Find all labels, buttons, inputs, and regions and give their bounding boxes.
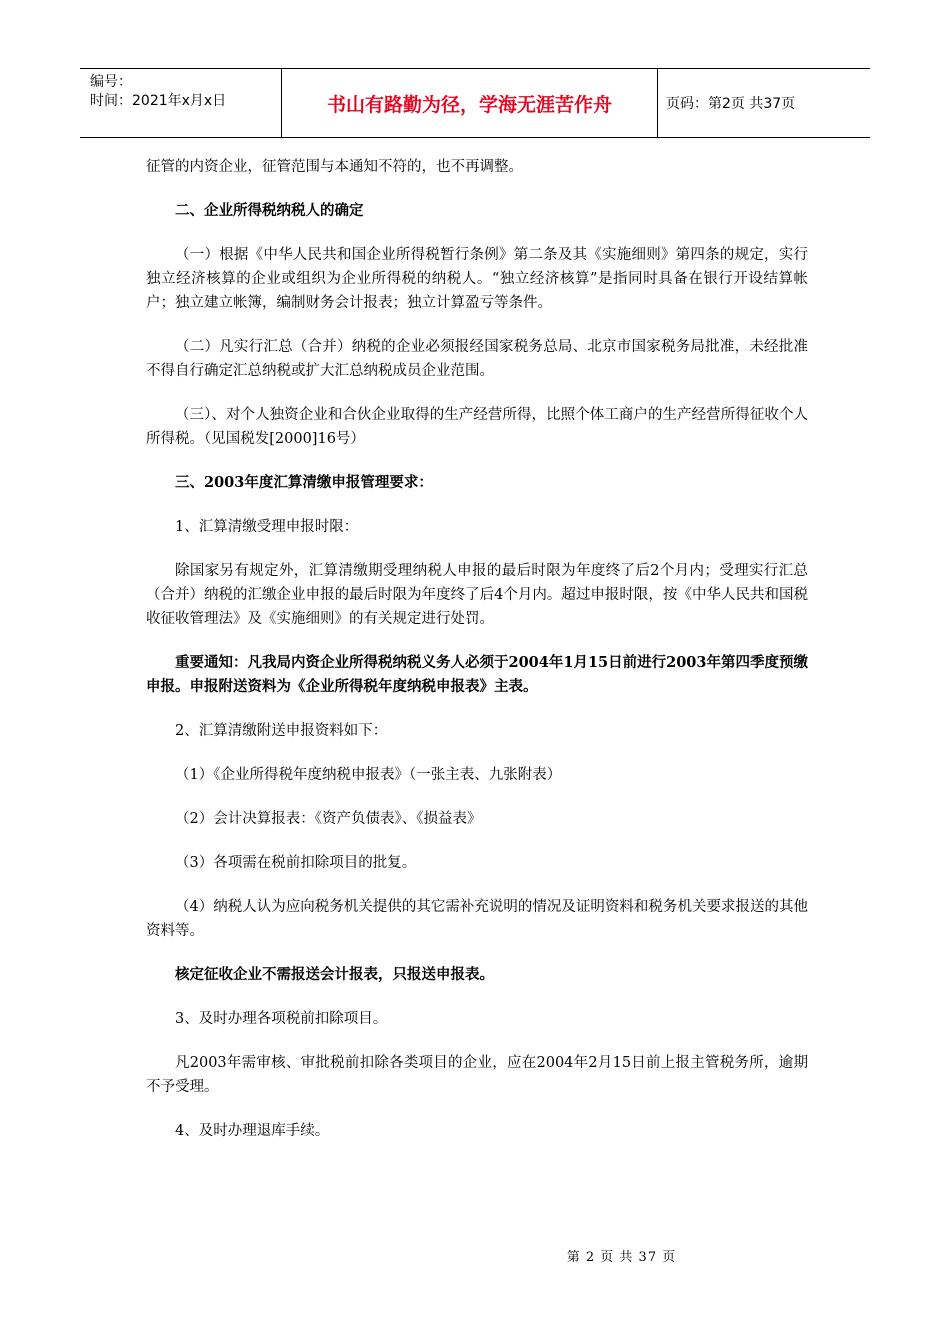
- paragraph: 征管的内资企业，征管范围与本通知不符的，也不再调整。: [146, 159, 523, 175]
- section-heading: 二、企业所得税纳税人的确定: [175, 202, 364, 219]
- paragraph: 4、及时办理退库手续。: [175, 1123, 330, 1139]
- paragraph: （一）根据《中华人民共和国企业所得税暂行条例》第二条及其《实施细则》第四条的规定，实行独立经济核算的企业或组织为企业所得税的纳税人。“独立经济核算”是指同时具备在银行开设结算帐户；独立建立帐簿，编制财务会计报表；独立计算盈亏等条件。: [146, 247, 808, 311]
- list-item: （2）会计决算报表：《资产负债表》、《损益表》: [175, 811, 482, 827]
- paragraph: （二）凡实行汇总（合并）纳税的企业必须报经国家税务总局、北京市国家税务局批准，未经批准不得自行确定汇总纳税或扩大汇总纳税成员企业范围。: [146, 339, 808, 379]
- header-motto: 书山有路勤为径，学海无涯苦作舟: [282, 69, 658, 137]
- paragraph: 凡2003年需审核、审批税前扣除各类项目的企业，应在2004年2月15日前上报主管税务所，逾期不予受理。: [146, 1055, 808, 1095]
- header-meta: [80, 69, 282, 137]
- paragraph: 1、汇算清缴受理申报时限：: [175, 519, 359, 535]
- paragraph: （三）、对个人独资企业和合伙企业取得的生产经营所得，比照个体工商户的生产经营所得征收个人所得税。（见国税发[2000]16号）: [146, 407, 808, 447]
- paragraph: 2、汇算清缴附送申报资料如下：: [175, 723, 388, 739]
- document-body: [146, 155, 808, 1143]
- important-notice: 重要通知：凡我局内资企业所得税纳税义务人必须于2004年1月15日前进行2003年第四季度预缴申报。申报附送资料为《企业所得税年度纳税申报表》主表。: [146, 654, 808, 695]
- time-label: 时间：2021年x月x日: [90, 93, 227, 109]
- paragraph: 除国家另有规定外，汇算清缴期受理纳税人申报的最后时限为年度终了后2个月内；受理实行汇总（合并）纳税的汇缴企业申报的最后时限为年度终了后4个月内。超过申报时限，按《中华人民共和国税收征收管理法》及《实施细则》的有关规定进行处罚。: [146, 563, 808, 627]
- header-page-info: 页码：第2页 共37页: [666, 96, 796, 112]
- section-heading: 三、2003年度汇算清缴申报管理要求：: [175, 474, 433, 491]
- list-item: （4）纳税人认为应向税务机关提供的其它需补充说明的情况及证明资料和税务机关要求报送的其他资料等。: [146, 899, 808, 939]
- page-header: [80, 68, 870, 138]
- bold-note: 核定征收企业不需报送会计报表，只报送申报表。: [175, 966, 494, 983]
- page-footer: 第 2 页 共 37 页: [566, 1250, 677, 1265]
- paragraph: 3、及时办理各项税前扣除项目。: [175, 1011, 388, 1027]
- list-item: （3）各项需在税前扣除项目的批复。: [175, 855, 417, 871]
- number-label: 编号：: [90, 74, 132, 90]
- list-item: （1）《企业所得税年度纳税申报表》（一张主表、九张附表）: [175, 767, 562, 783]
